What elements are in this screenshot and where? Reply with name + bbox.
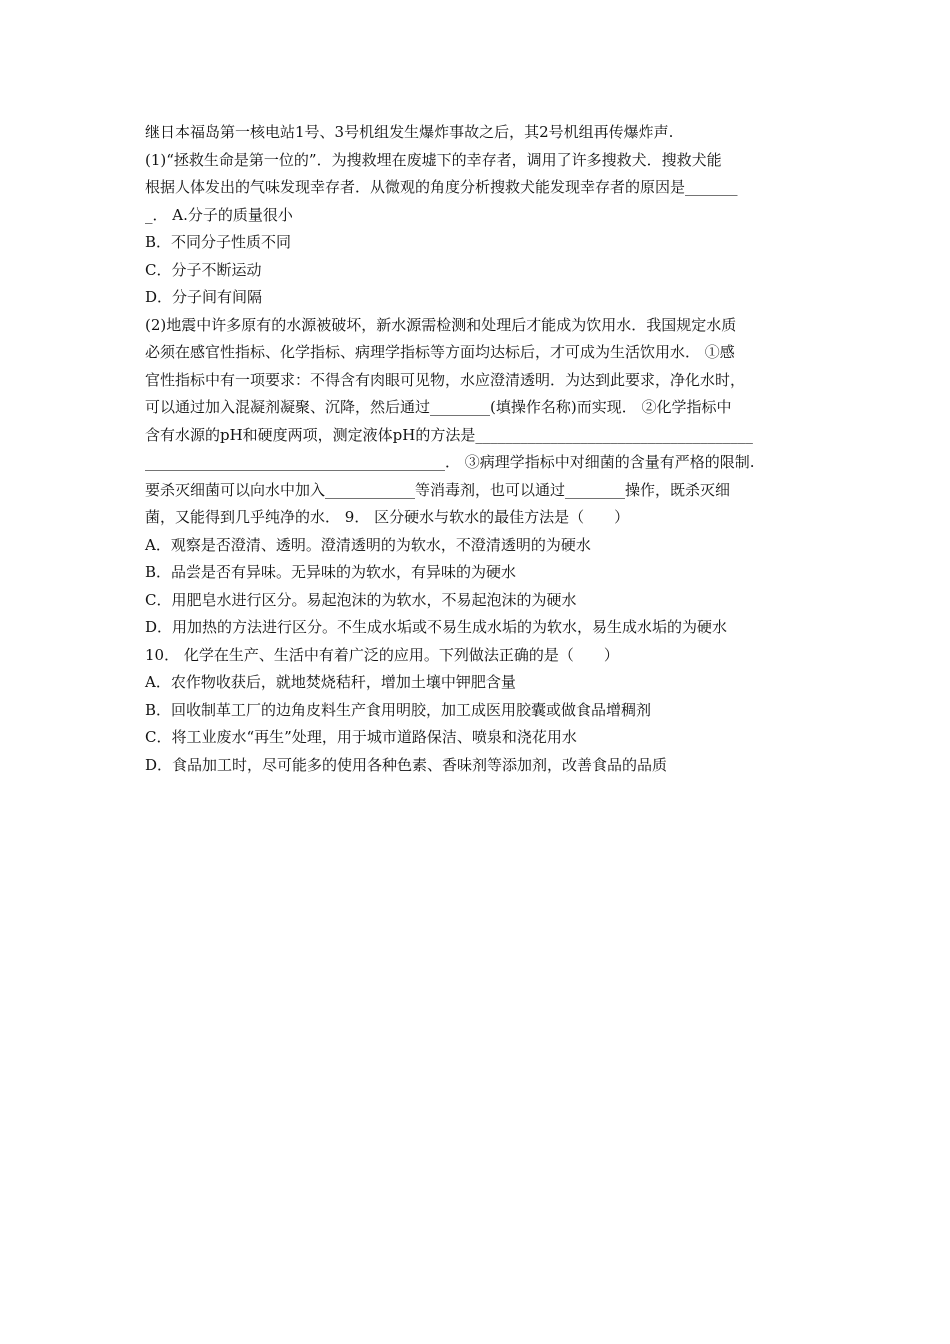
text-line-5: B．不同分子性质不同 bbox=[145, 233, 292, 251]
text-line-22: B．回收制革工厂的边角皮料生产食用明胶，加工成医用胶囊或做食品增稠剂 bbox=[145, 700, 652, 719]
text-line-16: A．观察是否澄清、透明。澄清透明的为软水，不澄清透明的为硬水 bbox=[145, 535, 591, 554]
text-line-12: 含有水源的pH和硬度两项，测定液体pH的方法是_____________________________________ bbox=[145, 425, 753, 444]
text-line-17: B．品尝是否有异味。无异味的为软水，有异味的为硬水 bbox=[145, 563, 517, 581]
text-line-1: 继日本福岛第一核电站1号、3号机组发生爆炸事故之后，其2号机组再传爆炸声. bbox=[145, 123, 674, 141]
text-line-19: D．用加热的方法进行区分。不生成水垢或不易生成水垢的为软水，易生成水垢的为硬水 bbox=[145, 618, 728, 636]
text-line-10: 官性指标中有一项要求：不得含有肉眼可见物，水应澄清透明．为达到此要求，净化水时， bbox=[145, 370, 746, 389]
text-line-14: 要杀灭细菌可以向水中加入____________等消毒剂，也可以通过________操作，既杀灭细 bbox=[145, 480, 731, 499]
text-line-4: _． A.分子的质量很小 bbox=[145, 205, 293, 224]
document-body bbox=[145, 119, 810, 779]
text-line-20: 10． 化学在生产、生活中有着广泛的应用。下列做法正确的是（ ） bbox=[145, 645, 619, 664]
text-line-15: 菌，又能得到几乎纯净的水． 9． 区分硬水与软水的最佳方法是（ ） bbox=[145, 508, 630, 526]
text-line-6: C．分子不断运动 bbox=[145, 260, 262, 279]
text-line-13: ________________________________________． ③病理学指标中对细菌的含量有严格的限制. bbox=[145, 453, 755, 471]
text-line-11: 可以通过加入混凝剂凝聚、沉降，然后通过________(填操作名称)而实现． ②化学指标中 bbox=[145, 398, 732, 416]
text-line-8: (2)地震中许多原有的水源被破坏，新水源需检测和处理后才能成为饮用水．我国规定水质 bbox=[145, 315, 737, 334]
text-line-21: A．农作物收获后，就地焚烧秸秆，增加土壤中钾肥含量 bbox=[145, 673, 516, 691]
text-line-3: 根据人体发出的气味发现幸存者．从微观的角度分析搜救犬能发现幸存者的原因是_______ bbox=[145, 178, 738, 196]
text-line-23: C．将工业废水“再生”处理，用于城市道路保洁、喷泉和浇花用水 bbox=[145, 728, 577, 746]
text-line-9: 必须在感官性指标、化学指标、病理学指标等方面均达标后，才可成为生活饮用水． ①感 bbox=[145, 343, 735, 361]
text-line-2: (1)“拯救生命是第一位的”．为搜救埋在废墟下的幸存者，调用了许多搜救犬．搜救犬能 bbox=[145, 150, 722, 169]
text-line-24: D．食品加工时，尽可能多的使用各种色素、香味剂等添加剂，改善食品的品质 bbox=[145, 755, 668, 774]
text-line-7: D．分子间有间隔 bbox=[145, 288, 263, 306]
text-line-18: C．用肥皂水进行区分。易起泡沫的为软水，不易起泡沫的为硬水 bbox=[145, 590, 577, 609]
